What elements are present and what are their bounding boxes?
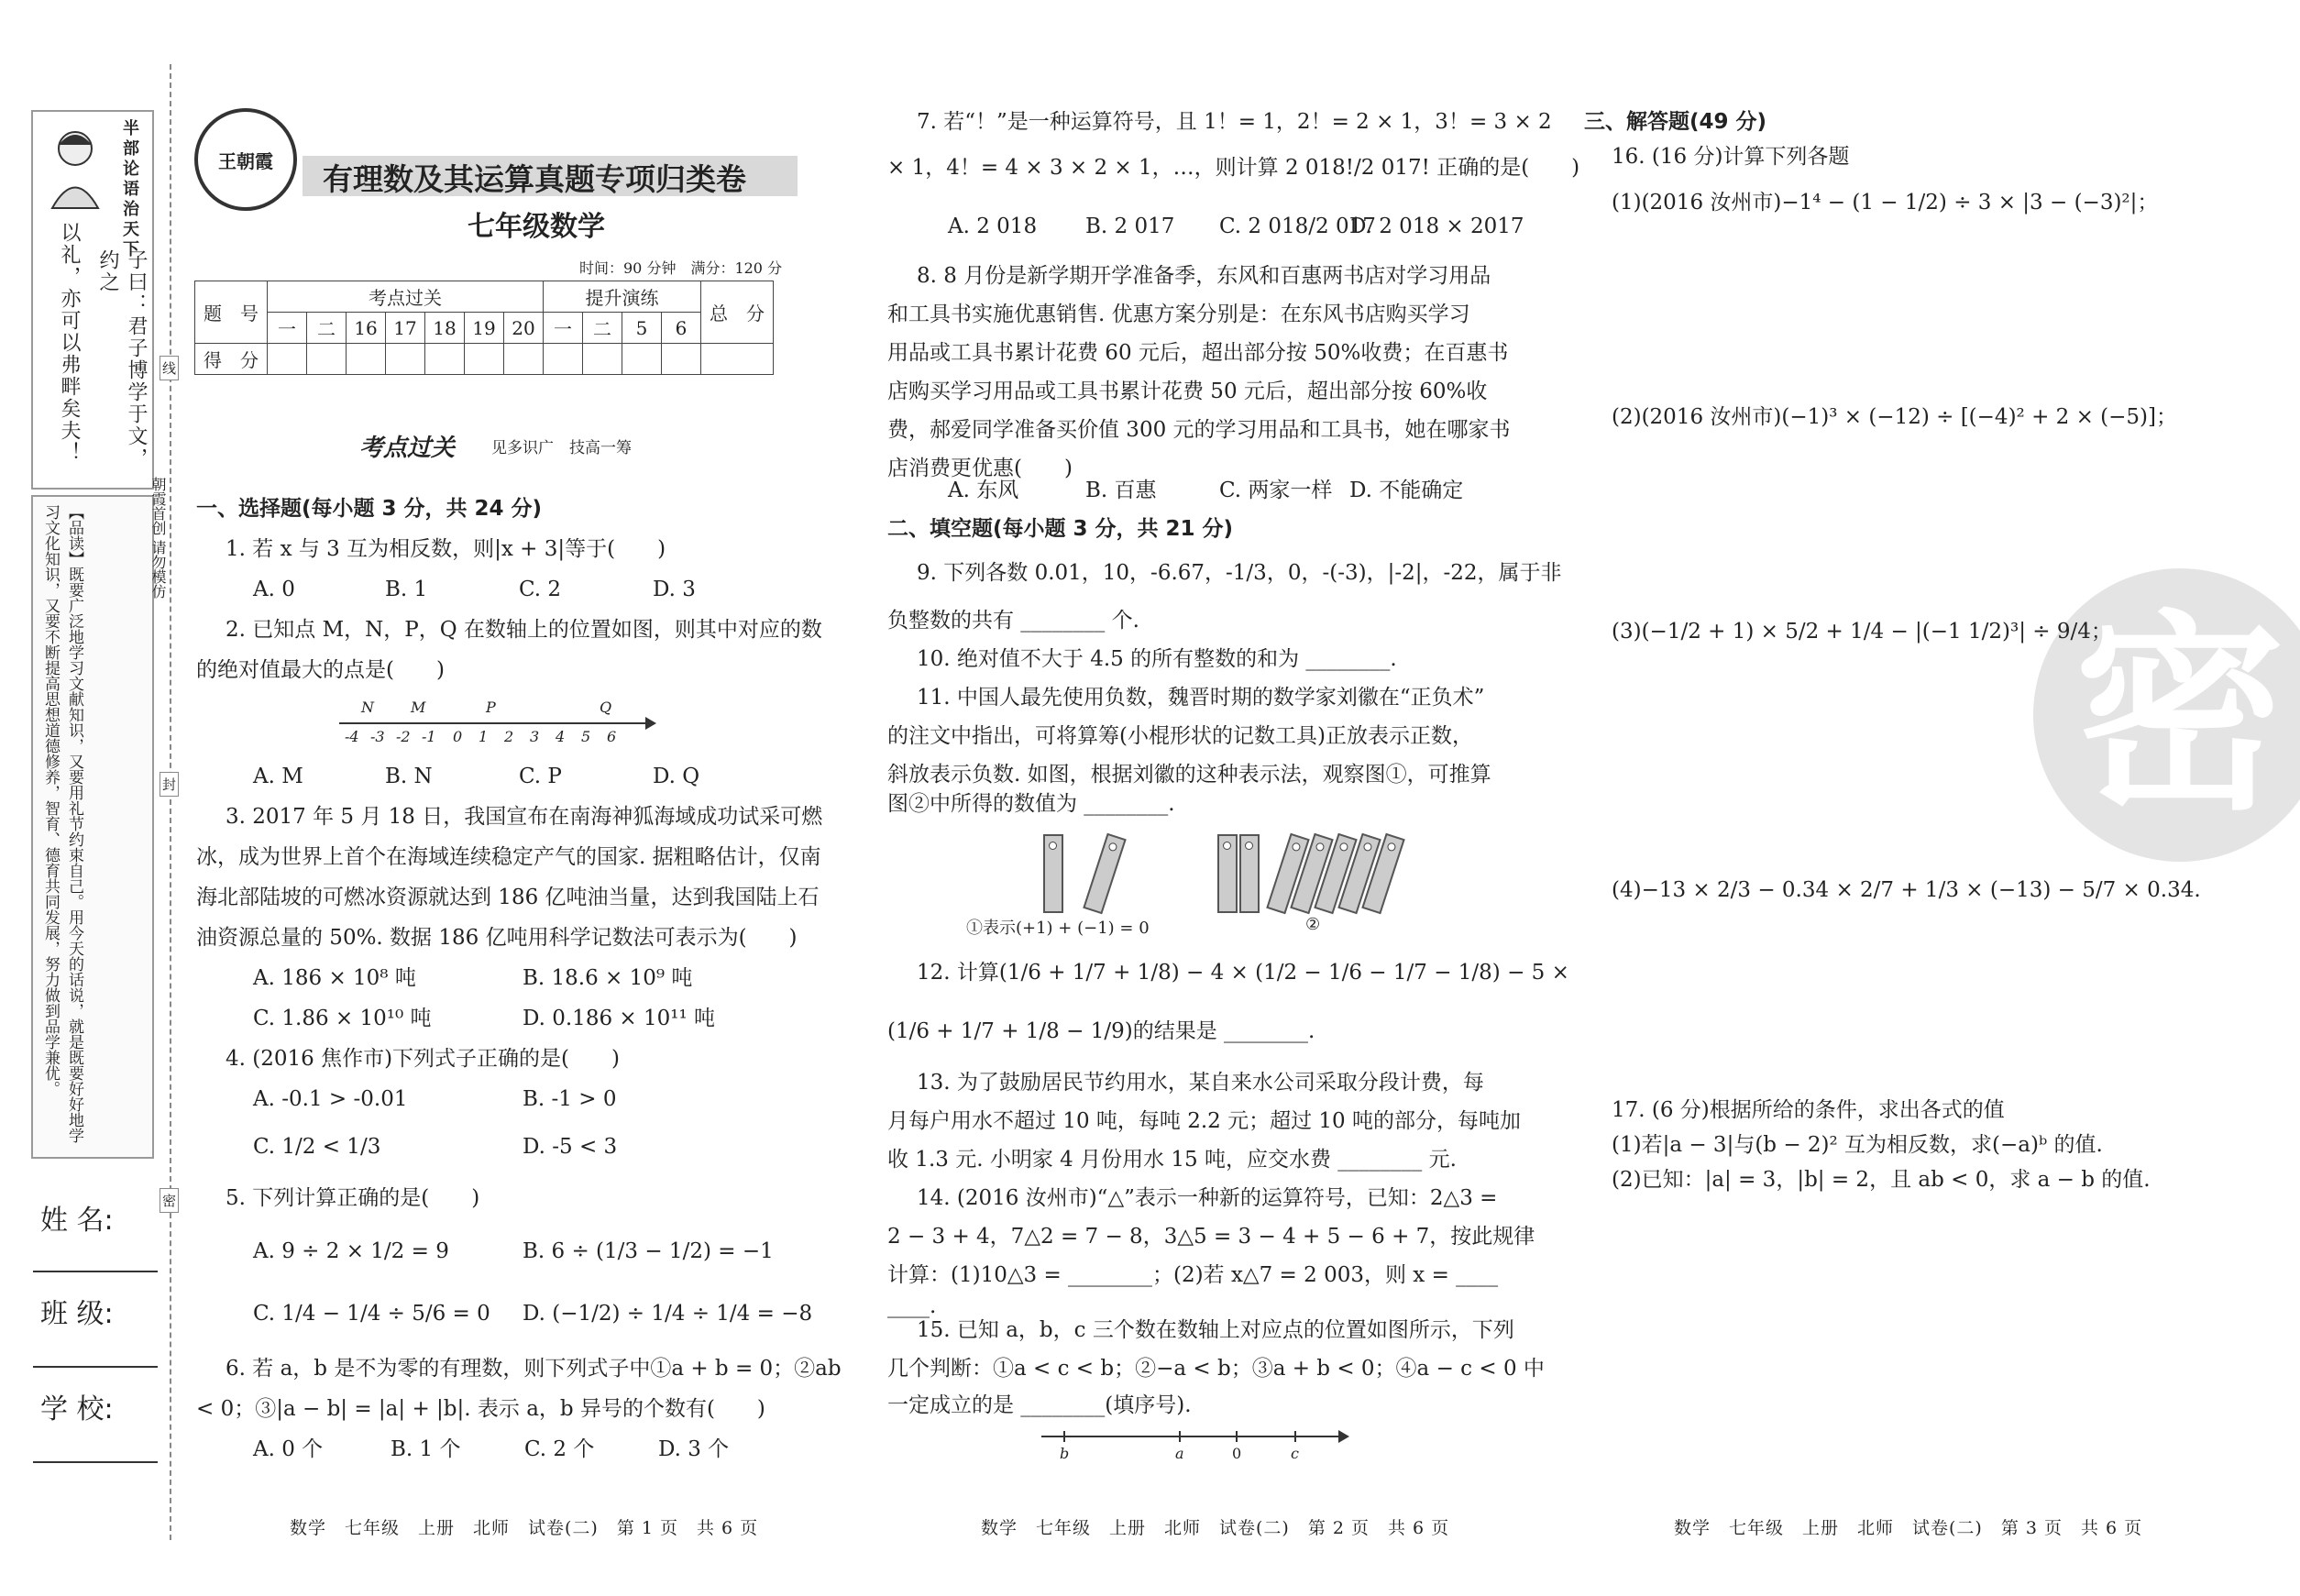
q12-stem: 12. 计算(1/6 + 1/7 + 1/8) − 4 × (1/2 − 1/6 − 1/7 − 1/8) − 5 ×	[917, 961, 1569, 985]
q7-option: C. 2 018/2 017	[1219, 215, 1376, 238]
q8-option: A. 东风	[948, 479, 1019, 502]
q3-stem: 海北部陆坡的可燃冰资源就达到 186 亿吨油当量，达到我国陆上石	[196, 886, 820, 909]
col-header: 16	[347, 313, 386, 344]
q1-option: C. 2	[519, 578, 562, 601]
score-table	[194, 281, 774, 375]
score-cell[interactable]	[544, 344, 583, 375]
q2-option: D. Q	[653, 765, 700, 788]
q16-part-3: (3)(−1/2 + 1) × 5/2 + 1/4 − |(−1 1/2)³| ÷ 9/4；	[1612, 620, 2112, 644]
score-cell[interactable]	[386, 344, 425, 375]
q15-stem: 一定成立的是 ________(填序号).	[887, 1393, 1192, 1417]
q17-stem: 17. (6 分)根据所给的条件，求出各式的值	[1612, 1098, 2005, 1122]
score-cell[interactable]	[662, 344, 701, 375]
q1-option: A. 0	[253, 578, 295, 601]
page-footer: 数学 七年级 上册 北师 试卷(二) 第 3 页 共 6 页	[1674, 1518, 2143, 1538]
q11-stem: 的注文中指出，可将算筹(小棍形状的记数工具)正放表示正数，	[887, 724, 1473, 748]
q5-option: A. 9 ÷ 2 × 1/2 = 9	[253, 1239, 449, 1263]
side-note: 朝霞首创 请勿模仿	[149, 477, 167, 600]
q3-stem: 冰，成为世界上首个在海域连续稳定产气的国家. 据粗略估计，仅南	[196, 845, 821, 869]
q17-part-2: (2)已知：|a| = 3，|b| = 2，且 ab < 0，求 a − b 的值.	[1612, 1168, 2151, 1192]
q1-option: B. 1	[385, 578, 428, 601]
q7-stem: 7. 若“！”是一种运算符号，且 1！= 1，2！= 2 × 1，3！= 3 × 2	[917, 110, 1552, 134]
point-label: Q	[600, 699, 612, 716]
axis-tick-label: 1	[479, 728, 489, 745]
section-heading-fill: 二、填空题(每小题 3 分，共 21 分)	[887, 517, 1234, 541]
col-header: 一	[268, 313, 307, 344]
q1-option: D. 3	[653, 578, 696, 601]
quote-line-2: 以礼，亦可以弗畔矣夫！	[58, 222, 81, 464]
brand-logo	[194, 108, 297, 211]
q13-stem: 收 1.3 元. 小明家 4 月份用水 15 吨，应交水费 ________ 元.	[887, 1148, 1457, 1172]
q8-stem: 费，郝爱同学准备买价值 300 元的学习用品和工具书，她在哪家书	[887, 418, 1511, 442]
doc-subtitle: 七年级数学	[468, 211, 605, 243]
counting-rod-slanted	[1083, 833, 1126, 915]
col-header: 一	[544, 313, 583, 344]
class-label: 班 级:	[40, 1298, 114, 1330]
axis-tick-label: -1	[422, 728, 436, 745]
reading-box	[31, 495, 154, 1159]
q7-option: D. 2 018 × 2017	[1349, 215, 1524, 238]
q7-option: B. 2 017	[1085, 215, 1175, 238]
q8-option: B. 百惠	[1085, 479, 1157, 502]
score-cell[interactable]	[268, 344, 307, 375]
q16-part-1: (1)(2016 汝州市)−1⁴ − (1 − 1/2) ÷ 3 × |3 − (−3)²|；	[1612, 191, 2159, 215]
axis-tick-label: 4	[556, 728, 566, 745]
q5-option: D. (−1/2) ÷ 1/4 ÷ 1/4 = −8	[523, 1302, 813, 1326]
col-header: 二	[583, 313, 622, 344]
row-label-question: 题 号	[195, 281, 268, 344]
col-header: 5	[622, 313, 662, 344]
q14-stem: 2 − 3 + 4，7△2 = 7 − 8，3△5 = 3 − 4 + 5 − 6 + 7，按此规律	[887, 1225, 1535, 1249]
axis-tick-label: -4	[345, 728, 359, 745]
time-info: 时间：90 分钟 满分：120 分	[579, 259, 783, 277]
watermark-text: 密	[2074, 591, 2285, 839]
total-label: 总 分	[701, 281, 774, 344]
fold-mark-3: 密	[160, 1188, 179, 1213]
q11-figure-1-caption: ①表示(+1) + (−1) = 0	[966, 919, 1150, 938]
q2-number-line	[339, 697, 660, 752]
q15-number-line	[1041, 1421, 1353, 1467]
score-cell[interactable]	[307, 344, 347, 375]
scholar-figure-icon	[39, 121, 112, 213]
q16-part-4: (4)−13 × 2/3 − 0.34 × 2/7 + 1/3 × (−13) − 5/7 × 0.34.	[1612, 878, 2201, 902]
q2-stem: 2. 已知点 M，N，P，Q 在数轴上的位置如图，则其中对应的数	[226, 618, 822, 642]
col-header: 6	[662, 313, 701, 344]
q7-option: A. 2 018	[948, 215, 1038, 238]
axis-tick-label: -2	[396, 728, 411, 745]
page-footer: 数学 七年级 上册 北师 试卷(二) 第 1 页 共 6 页	[290, 1518, 759, 1538]
q9-stem: 9. 下列各数 0.01，10，-6.67，-1/3，0，-(-3)，|-2|，-22，属于非	[917, 561, 1562, 585]
q7-stem: × 1，4！= 4 × 3 × 2 × 1，…，则计算 2 018!/2 017! 正确的是( )	[887, 156, 1580, 180]
counting-rod-upright	[1043, 834, 1063, 913]
q11-stem: 斜放表示负数. 如图，根据刘徽的这种表示法，观察图①，可推算	[887, 763, 1491, 787]
q11-figure-2-caption: ②	[1305, 915, 1321, 934]
q4-option: A. -0.1 > -0.01	[253, 1087, 408, 1111]
q15-stem: 几个判断：①a < c < b；②−a < b；③a + b < 0；④a − c < 0 中	[887, 1357, 1545, 1381]
score-cell[interactable]	[622, 344, 662, 375]
q5-option: B. 6 ÷ (1/3 − 1/2) = −1	[523, 1239, 774, 1263]
col-header: 二	[307, 313, 347, 344]
q8-option: D. 不能确定	[1349, 479, 1464, 502]
group-label-1: 考点过关	[268, 281, 544, 313]
fold-mark-1: 线	[160, 356, 179, 380]
q3-option: B. 18.6 × 10⁹ 吨	[523, 966, 693, 990]
counting-rod-upright	[1239, 834, 1260, 913]
q9-stem: 负整数的共有 ________ 个.	[887, 609, 1139, 633]
motto-box	[31, 110, 154, 490]
point-label: 0	[1232, 1445, 1242, 1462]
q2-option: A. M	[253, 765, 303, 788]
q5-option: C. 1/4 − 1/4 ÷ 5/6 = 0	[253, 1302, 490, 1326]
q8-stem: 店购买学习用品或工具书累计花费 50 元后，超出部分按 60%收	[887, 380, 1488, 403]
q3-option: C. 1.86 × 10¹⁰ 吨	[253, 1007, 432, 1030]
section-slogan: 见多识广 技高一筹	[491, 439, 632, 457]
section-heading-choice: 一、选择题(每小题 3 分，共 24 分)	[196, 497, 543, 521]
point-label: M	[411, 699, 426, 716]
score-cell[interactable]	[347, 344, 386, 375]
quote-line-1: 子曰：君子博学于文，约之	[96, 249, 148, 469]
col-header: 19	[465, 313, 504, 344]
fold-line	[170, 64, 171, 1540]
q16-part-2: (2)(2016 汝州市)(−1)³ × (−12) ÷ [(−4)² + 2 × (−5)]；	[1612, 405, 2178, 429]
school-field[interactable]	[33, 1461, 158, 1463]
section-heading-answer: 三、解答题(49 分)	[1584, 110, 1767, 134]
axis-tick-label: 5	[581, 728, 591, 745]
q2-option: B. N	[385, 765, 433, 788]
q3-option: D. 0.186 × 10¹¹ 吨	[523, 1007, 715, 1030]
point-label: a	[1175, 1445, 1184, 1462]
col-header: 20	[504, 313, 544, 344]
q4-option: B. -1 > 0	[523, 1087, 617, 1111]
q8-stem: 8. 8 月份是新学期开学准备季，东风和百惠两书店对学习用品	[917, 264, 1491, 288]
reading-text: 【品读】既要广泛地学习文献知识，又要用礼节约束自己。用今天的话说，就是既要好好地学习文化知识，又要不断提高思想道德修养，智育、德育共同发展，努力做到品学兼优。	[41, 504, 83, 1143]
q6-option: C. 2 个	[524, 1437, 595, 1461]
q11-stem: 11. 中国人最先使用负数，魏晋时期的数学家刘徽在“正负术”	[917, 686, 1485, 710]
page-footer: 数学 七年级 上册 北师 试卷(二) 第 2 页 共 6 页	[981, 1518, 1450, 1538]
logo-text: 王朝霞	[218, 149, 273, 172]
q3-stem: 3. 2017 年 5 月 18 日，我国宣布在南海神狐海域成功试采可燃	[226, 805, 823, 829]
name-field[interactable]	[33, 1271, 158, 1272]
q15-stem: 15. 已知 a，b，c 三个数在数轴上对应点的位置如图所示，下列	[917, 1318, 1514, 1342]
q6-option: A. 0 个	[253, 1437, 324, 1461]
q6-stem: 6. 若 a，b 是不为零的有理数，则下列式子中①a + b = 0；②ab	[226, 1357, 842, 1381]
section-title: 考点过关	[359, 435, 456, 462]
q5-stem: 5. 下列计算正确的是( )	[226, 1186, 480, 1210]
score-cell[interactable]	[504, 344, 544, 375]
score-cell[interactable]	[701, 344, 774, 375]
score-cell[interactable]	[425, 344, 465, 375]
class-field[interactable]	[33, 1366, 158, 1368]
col-header: 17	[386, 313, 425, 344]
name-label: 姓 名:	[40, 1205, 114, 1237]
q13-stem: 月每户用水不超过 10 吨，每吨 2.2 元；超过 10 吨的部分，每吨加	[887, 1109, 1521, 1133]
point-label: N	[361, 699, 374, 716]
doc-title: 有理数及其运算真题专项归类卷	[323, 161, 746, 197]
q4-option: D. -5 < 3	[523, 1135, 618, 1159]
q6-option: D. 3 个	[658, 1437, 730, 1461]
q14-stem: ____.	[887, 1294, 937, 1318]
score-cell[interactable]	[583, 344, 622, 375]
q17-part-1: (1)若|a − 3|与(b − 2)² 互为相反数，求(−a)ᵇ 的值.	[1612, 1133, 2103, 1157]
q14-stem: 计算：(1)10△3 = ________；(2)若 x△7 = 2 003，则 x = ____	[887, 1263, 1499, 1287]
fold-mark-2: 封	[160, 772, 179, 797]
school-label: 学 校:	[40, 1393, 114, 1425]
q8-option: C. 两家一样	[1219, 479, 1333, 502]
group-label-2: 提升演练	[544, 281, 701, 313]
axis-tick-label: 0	[453, 728, 463, 745]
axis-tick-label: 3	[530, 728, 540, 745]
col-header: 18	[425, 313, 465, 344]
q1-stem: 1. 若 x 与 3 互为相反数，则|x + 3|等于( )	[226, 537, 666, 561]
q8-stem: 店消费更优惠( )	[887, 457, 1073, 480]
axis-tick-label: 2	[504, 728, 514, 745]
q3-option: A. 186 × 10⁸ 吨	[253, 966, 416, 990]
q4-stem: 4. (2016 焦作市)下列式子正确的是( )	[226, 1047, 620, 1071]
axis-tick-label: -3	[370, 728, 385, 745]
q10-stem: 10. 绝对值不大于 4.5 的所有整数的和为 ________.	[917, 647, 1397, 671]
point-label: c	[1291, 1445, 1299, 1462]
score-cell[interactable]	[465, 344, 504, 375]
counting-rod-upright	[1217, 834, 1238, 913]
q6-stem: < 0；③|a − b| = |a| + |b|. 表示 a，b 异号的个数有( )	[196, 1397, 765, 1421]
row-label-score: 得 分	[195, 344, 268, 375]
motto-top: 半部论语治天下	[120, 119, 139, 260]
point-label: b	[1060, 1445, 1070, 1462]
q3-stem: 油资源总量的 50%. 数据 186 亿吨用科学记数法可表示为( )	[196, 926, 798, 950]
axis-tick-label: 6	[607, 728, 617, 745]
q8-stem: 用品或工具书累计花费 60 元后，超出部分按 50%收费；在百惠书	[887, 341, 1509, 365]
q14-stem: 14. (2016 汝州市)“△”表示一种新的运算符号，已知：2△3 =	[917, 1186, 1498, 1210]
q16-stem: 16. (16 分)计算下列各题	[1612, 145, 1850, 169]
point-label: P	[486, 699, 496, 716]
q13-stem: 13. 为了鼓励居民节约用水，某自来水公司采取分段计费，每	[917, 1071, 1484, 1095]
q8-stem: 和工具书实施优惠销售. 优惠方案分别是：在东风书店购买学习	[887, 303, 1470, 326]
q6-option: B. 1 个	[391, 1437, 461, 1461]
q11-stem: 图②中所得的数值为 ________.	[887, 792, 1175, 816]
q12-stem: (1/6 + 1/7 + 1/8 − 1/9)的结果是 ________.	[887, 1019, 1315, 1043]
q4-option: C. 1/2 < 1/3	[253, 1135, 381, 1159]
q2-stem: 的绝对值最大的点是( )	[196, 658, 445, 682]
q2-option: C. P	[519, 765, 562, 788]
